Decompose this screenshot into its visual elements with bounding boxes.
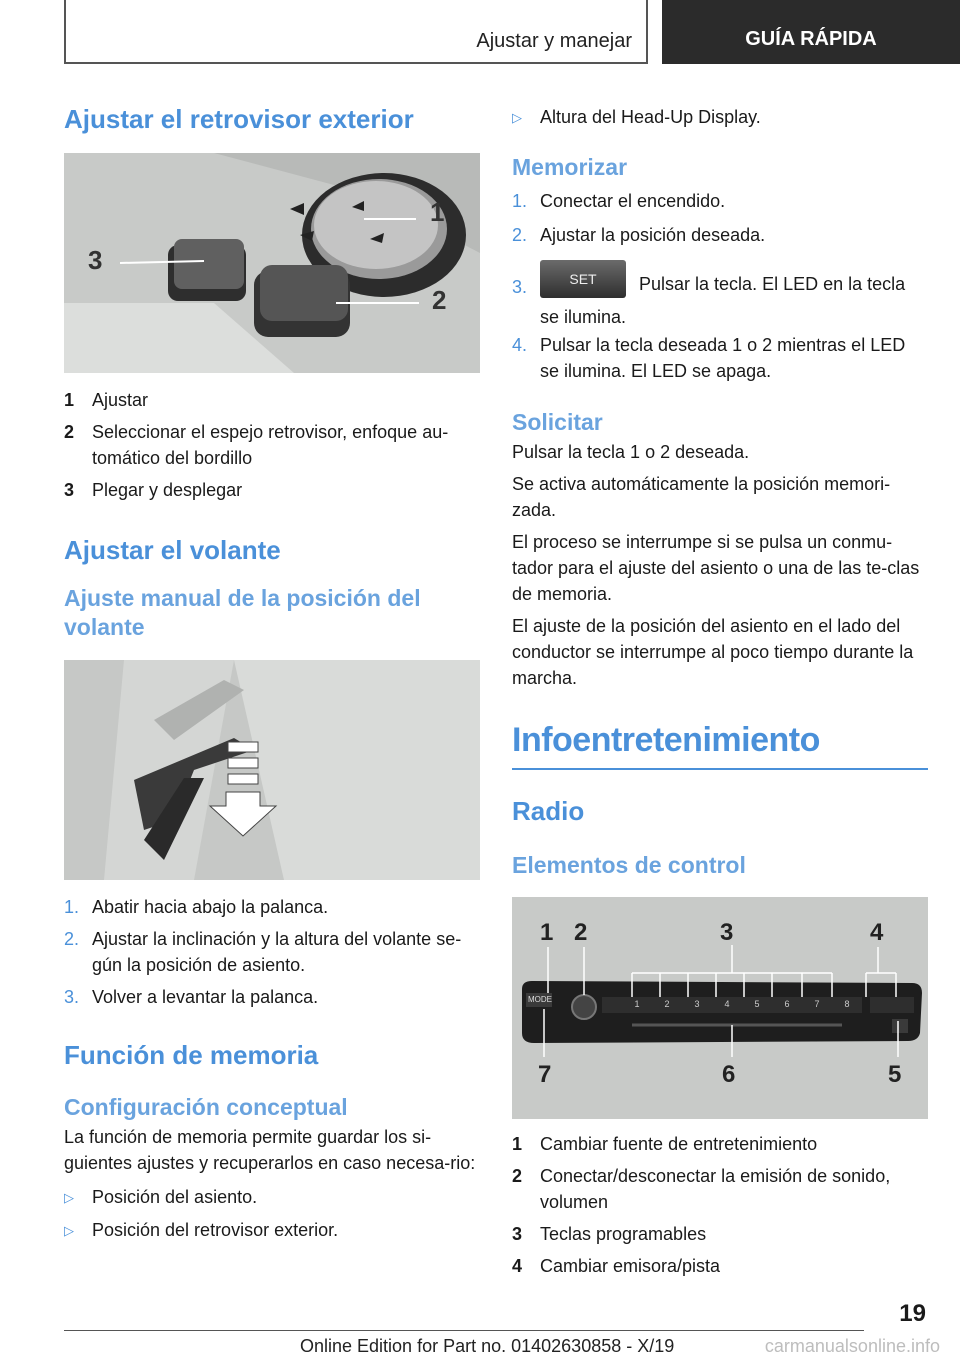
triangle-bullet-icon: ▷ (64, 1189, 74, 1205)
radio-callout-7: 7 (538, 1061, 552, 1089)
heading-store: Memorizar (512, 154, 628, 180)
heading-memory: Función de memoria (64, 1039, 319, 1070)
page-number: 19 (899, 1300, 926, 1327)
radio-mode-label: MODE (528, 995, 552, 1005)
concept-text: La función de memoria permite guardar los si-guientes ajustes y recuperarlos en caso necesa-rio: (64, 1126, 476, 1173)
list-item: 2. Ajustar la posición deseada. (512, 224, 766, 245)
list-item: 3. SET Pulsar la tecla. El LED en la tecla se ilumina. (512, 260, 928, 324)
set-button-icon: SET (540, 260, 626, 298)
list-item: ▷ Altura del Head-Up Display. (512, 104, 928, 131)
request-para: Pulsar la tecla 1 o 2 deseada. (512, 441, 750, 462)
heading-mirror: Ajustar el retrovisor exterior (64, 104, 414, 134)
request-para: Se activa automáticamente la posición memori-zada. (512, 473, 891, 520)
mirror-callout-2: 2 (432, 285, 447, 316)
wheel-steps (64, 894, 480, 1010)
left-column (64, 104, 480, 1244)
list-item: ▷ Posición del asiento. (64, 1184, 480, 1211)
heading-controls: Elementos de control (512, 851, 746, 878)
radio-preset-keys: 1 2 3 4 5 6 7 8 (634, 999, 850, 1010)
list-item: 1 Ajustar (64, 390, 149, 411)
triangle-bullet-icon: ▷ (512, 110, 522, 125)
radio-callout-4: 4 (870, 919, 884, 947)
request-para: El ajuste de la posición del asiento en el lado del conductor se interrumpe al poco tiempo durante la marcha. (512, 615, 914, 688)
radio-callout-5: 5 (888, 1061, 902, 1089)
watermark: carmanualsonline.info (764, 1336, 940, 1356)
triangle-bullet-icon: ▷ (64, 1222, 74, 1238)
list-item: 2 Conectar/desconectar la emisión de sonido, volumen (512, 1166, 891, 1213)
radio-callout-6: 6 (722, 1061, 736, 1089)
list-item: 2 Seleccionar el espejo retrovisor, enfoque au-tomático del bordillo (64, 422, 449, 469)
list-item: 1. Abatir hacia abajo la palanca. (64, 896, 329, 917)
footer-divider (64, 1330, 864, 1331)
radio-callout-1: 1 (540, 919, 554, 947)
store-steps (512, 188, 928, 384)
heading-infotainment: Infoentretenimiento (512, 720, 820, 759)
radio-control-image (512, 897, 928, 1119)
header-section-title: Ajustar y manejar (476, 30, 632, 52)
list-item: 3. Volver a levantar la palanca. (64, 986, 319, 1007)
list-item: 3 Plegar y desplegar (64, 480, 243, 501)
list-item: 1. Conectar el encendido. (512, 190, 726, 211)
radio-callout-2: 2 (574, 919, 588, 947)
list-item: 4. Pulsar la tecla deseada 1 o 2 mientras el LED se ilumina. El LED se apaga. (512, 334, 906, 381)
concept-items (64, 1184, 480, 1244)
list-item: ▷ Posición del retrovisor exterior. (64, 1217, 480, 1244)
radio-callout-3: 3 (720, 919, 734, 947)
mirror-legend (64, 387, 480, 503)
list-item: 1 Cambiar fuente de entretenimiento (512, 1134, 818, 1155)
header-frame (64, 0, 648, 64)
footer-edition: Online Edition for Part no. 01402630858 - X/19 (300, 1336, 675, 1356)
radio-legend (512, 1131, 928, 1279)
steering-lever-image (64, 660, 480, 880)
heading-radio: Radio (512, 795, 585, 826)
list-item: 4 Cambiar emisora/pista (512, 1256, 721, 1277)
list-item: 3 Teclas programables (512, 1224, 707, 1245)
header-tab[interactable]: GUÍA RÁPIDA (662, 0, 960, 64)
heading-request: Solicitar (512, 408, 603, 435)
mirror-callout-3: 3 (88, 245, 103, 276)
request-para: El proceso se interrumpe si se pulsa un conmu-tador para el ajuste del asiento o una de las te-clas de memoria. (512, 531, 920, 604)
heading-wheel-manual: Ajuste manual de la posición del volante (64, 585, 421, 641)
mirror-control-image (64, 153, 480, 373)
heading-concept: Configuración conceptual (64, 1094, 348, 1121)
list-item: 2. Ajustar la inclinación y la altura del volante se-gún la posición de asiento. (64, 928, 462, 975)
divider (512, 768, 928, 770)
mirror-callout-1: 1 (430, 197, 445, 228)
heading-wheel: Ajustar el volante (64, 535, 281, 566)
right-column (512, 104, 928, 1279)
